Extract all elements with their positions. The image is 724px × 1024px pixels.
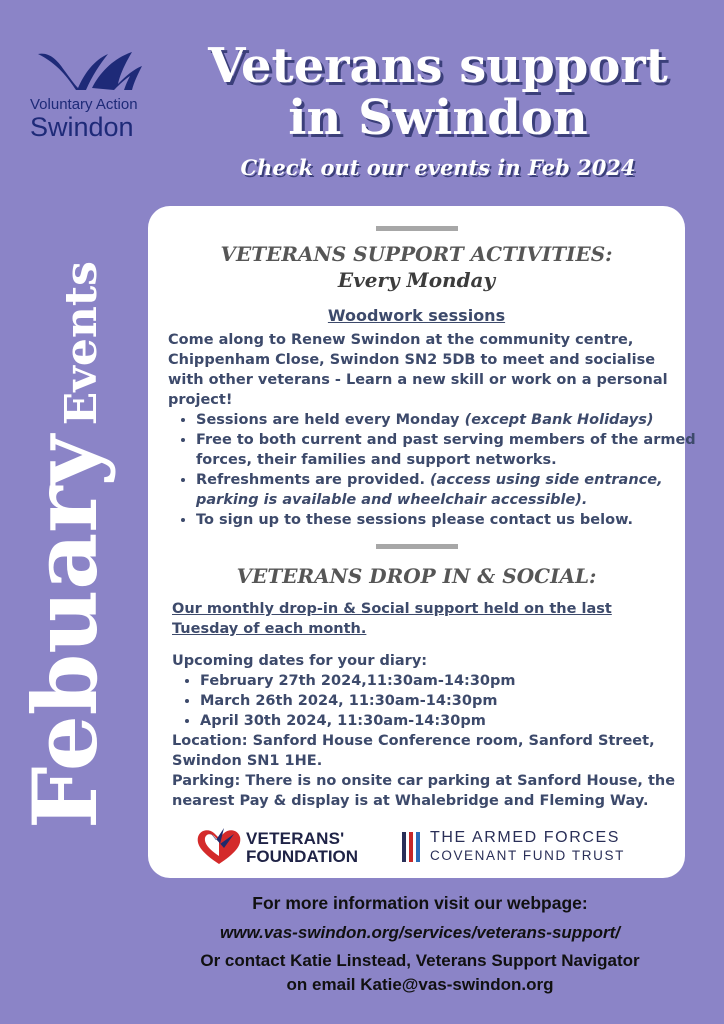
logo-text-voluntary-action: Voluntary Action [30, 96, 138, 113]
af-text-line-2: COVENANT FUND TRUST [430, 848, 625, 863]
activities-subheading-every-monday: Every Monday [337, 268, 496, 292]
side-banner-events: Events [56, 261, 107, 426]
vf-text-line-1: VETERANS' [246, 829, 345, 848]
woodwork-heading: Woodwork sessions [327, 306, 506, 325]
logo-text-swindon: Swindon [30, 112, 134, 142]
woodwork-intro: Come along to Renew Swindon at the community centre, Chippenham Close, Swindon SN2 5DB to meet and socialise with other veterans - Learn a new skill or work on a personal project! [168, 332, 668, 408]
heart-flag-icon [194, 826, 244, 866]
title-line-1: Veterans support [208, 38, 668, 94]
side-banner-month: Febuary [13, 435, 117, 829]
events-card [148, 206, 696, 878]
dropin-intro: Our monthly drop-in & Social support held on the last Tuesday of each month. [172, 601, 612, 637]
footer-contact: Or contact Katie Linstead, Veterans Support Navigator [200, 951, 640, 970]
divider [376, 544, 458, 549]
veterans-foundation-logo [194, 826, 364, 866]
footer-webpage-link[interactable]: www.vas-swindon.org/services/veterans-support/ [220, 923, 620, 942]
list-item: • March 26th 2024, 11:30am-14:30pm [200, 691, 680, 711]
vf-text-line-2: FOUNDATION [246, 847, 359, 866]
af-text-line-1: THE ARMED FORCES [430, 829, 621, 846]
page-title [168, 40, 708, 144]
activities-heading: VETERANS SUPPORT ACTIVITIES: [220, 242, 613, 266]
side-banner [10, 210, 120, 880]
side-banner-text [13, 261, 117, 829]
vas-logo-mark-icon [34, 48, 154, 94]
footer-info-heading: For more information visit our webpage: [252, 893, 588, 913]
list-item: • To sign up to these sessions please contact us below. [196, 510, 696, 530]
list-item: • Free to both current and past serving members of the armed forces, their families and support networks. [196, 430, 696, 470]
list-item: • February 27th 2024,11:30am-14:30pm [200, 671, 680, 691]
list-item: • Refreshments are provided. (access using side entrance, parking is available and wheelchair accessible). [196, 470, 696, 510]
stripes-icon [402, 832, 420, 862]
dropin-location: Location: Sanford House Conference room, Sanford Street, Swindon SN1 1HE. [172, 733, 655, 769]
dates-list [172, 671, 680, 731]
dates-label: Upcoming dates for your diary: [172, 653, 428, 669]
woodwork-bullet-list [168, 410, 696, 530]
list-item: • April 30th 2024, 11:30am-14:30pm [200, 711, 680, 731]
dropin-heading: VETERANS DROP IN & SOCIAL: [236, 564, 597, 588]
title-line-2: in Swindon [288, 90, 588, 146]
page-subtitle: Check out our events in Feb 2024 [240, 155, 636, 180]
footer-email[interactable]: on email Katie@vas-swindon.org [286, 975, 554, 994]
dropin-parking: Parking: There is no onsite car parking at Sanford House, the nearest Pay & display is at Whalebridge and Fleming Way. [172, 773, 676, 809]
list-item: • Sessions are held every Monday (except Bank Holidays) [196, 410, 696, 430]
armed-forces-covenant-logo [402, 828, 642, 868]
vas-logo [28, 48, 168, 148]
divider [376, 226, 458, 231]
